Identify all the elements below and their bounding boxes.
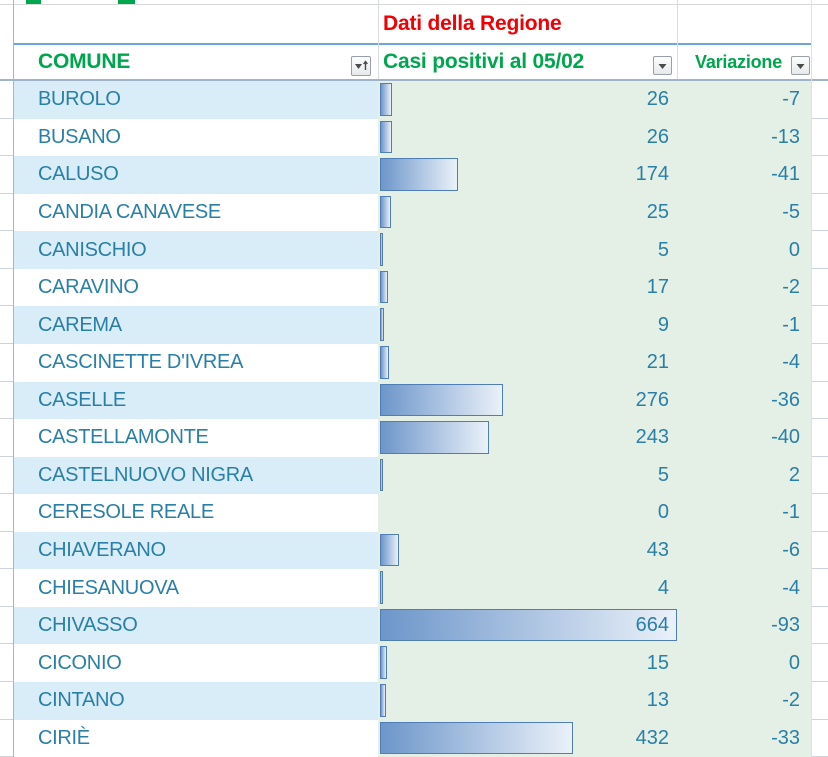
casi-value: 4	[657, 576, 669, 599]
right-gutter-cell	[811, 231, 828, 269]
data-bar	[380, 83, 392, 116]
empty-title-cell[interactable]	[13, 5, 378, 43]
filter-dropdown-icon	[795, 62, 806, 70]
variazione-cell[interactable]	[677, 457, 811, 495]
data-bar	[380, 571, 383, 604]
variazione-cell[interactable]	[677, 156, 811, 194]
variazione-value: -4	[782, 576, 800, 599]
comune-label: CALUSO	[38, 163, 119, 186]
comune-label: CANISCHIO	[38, 238, 147, 261]
data-bar	[380, 722, 573, 755]
variazione-value: 2	[788, 463, 800, 486]
left-gutter-cell	[0, 194, 13, 232]
left-gutter-cell	[0, 607, 13, 645]
casi-value: 21	[646, 351, 669, 374]
comune-cell[interactable]	[13, 382, 378, 420]
table-row	[0, 419, 828, 457]
comune-cell[interactable]	[13, 569, 378, 607]
gridline	[378, 0, 379, 79]
casi-cell[interactable]	[378, 344, 677, 382]
region-title-row	[0, 5, 828, 43]
variazione-filter-button[interactable]	[791, 56, 810, 75]
casi-header-label: Casi positivi al 05/02	[383, 50, 585, 73]
cropped-text-mark	[118, 0, 135, 4]
right-gutter-cell	[811, 382, 828, 420]
variazione-value: -7	[782, 88, 800, 111]
table-header-row	[0, 45, 828, 79]
casi-cell[interactable]	[378, 81, 677, 119]
table-row	[0, 644, 828, 682]
casi-value: 0	[657, 501, 669, 524]
variazione-value: -1	[782, 501, 800, 524]
casi-cell[interactable]	[378, 306, 677, 344]
comune-label: CINTANO	[38, 689, 125, 712]
filter-sort-icon	[355, 60, 368, 72]
right-gutter-cell	[811, 45, 828, 79]
variazione-value: 0	[788, 651, 800, 674]
comune-label: CASCINETTE D'IVREA	[38, 351, 244, 374]
left-gutter-cell	[0, 119, 13, 157]
variazione-value: -40	[771, 426, 800, 449]
left-gutter-cell	[0, 682, 13, 720]
comune-cell[interactable]	[13, 457, 378, 495]
right-gutter-cell	[811, 644, 828, 682]
variazione-header-label: Variazione	[695, 51, 783, 72]
variazione-cell[interactable]	[677, 682, 811, 720]
casi-value: 26	[646, 125, 669, 148]
right-gutter-cell	[811, 419, 828, 457]
variazione-cell[interactable]	[677, 720, 811, 757]
data-bar	[380, 121, 392, 154]
left-gutter-cell	[0, 5, 13, 43]
comune-label: BUROLO	[38, 88, 121, 111]
comune-cell[interactable]	[13, 494, 378, 532]
casi-value: 43	[646, 539, 669, 562]
casi-value: 26	[646, 88, 669, 111]
variazione-value: -5	[782, 200, 800, 223]
filter-dropdown-icon	[657, 62, 668, 70]
region-title: Dati della Regione	[383, 12, 562, 35]
variazione-value: -2	[782, 689, 800, 712]
variazione-value: -6	[782, 539, 800, 562]
right-gutter-cell	[811, 5, 828, 43]
gridline	[677, 0, 678, 79]
left-gutter-cell	[0, 306, 13, 344]
casi-value: 276	[635, 388, 669, 411]
table-body	[0, 81, 828, 757]
left-gutter-cell	[0, 494, 13, 532]
comune-cell[interactable]	[13, 194, 378, 232]
variazione-value: -4	[782, 351, 800, 374]
casi-value: 243	[635, 426, 669, 449]
variazione-value: -13	[771, 125, 800, 148]
comune-label: CHIESANUOVA	[38, 576, 179, 599]
variazione-cell[interactable]	[677, 231, 811, 269]
left-gutter-cell	[0, 644, 13, 682]
variazione-cell[interactable]	[677, 269, 811, 307]
casi-value: 174	[635, 163, 669, 186]
variazione-value: -2	[782, 276, 800, 299]
variazione-value: 0	[788, 238, 800, 261]
comune-label: CASELLE	[38, 388, 126, 411]
casi-column-header[interactable]	[378, 45, 677, 79]
right-gutter-cell	[811, 607, 828, 645]
casi-filter-button[interactable]	[653, 56, 672, 75]
right-gutter-cell	[811, 306, 828, 344]
left-gutter-cell	[0, 382, 13, 420]
comune-label: CAREMA	[38, 313, 122, 336]
comune-label: CANDIA CANAVESE	[38, 200, 221, 223]
variazione-cell[interactable]	[677, 419, 811, 457]
data-bar	[380, 684, 386, 717]
variazione-cell[interactable]	[677, 494, 811, 532]
comune-cell[interactable]	[13, 532, 378, 570]
comune-label: CERESOLE REALE	[38, 501, 214, 524]
right-gutter-cell	[811, 156, 828, 194]
right-gutter-cell	[811, 532, 828, 570]
data-bar	[380, 534, 399, 567]
comune-cell[interactable]	[13, 269, 378, 307]
variazione-value: -41	[771, 163, 800, 186]
comune-cell[interactable]	[13, 231, 378, 269]
empty-title-cell[interactable]	[677, 5, 811, 43]
variazione-value: -1	[782, 313, 800, 336]
variazione-cell[interactable]	[677, 119, 811, 157]
casi-cell[interactable]	[378, 569, 677, 607]
comune-cell[interactable]	[13, 344, 378, 382]
left-gutter-cell	[0, 269, 13, 307]
right-gutter-cell	[811, 269, 828, 307]
data-bar	[380, 271, 388, 304]
comune-cell[interactable]	[13, 119, 378, 157]
right-gutter-cell	[811, 494, 828, 532]
right-gutter-cell	[811, 344, 828, 382]
casi-value: 432	[635, 726, 669, 749]
table-row	[0, 720, 828, 757]
comune-cell[interactable]	[13, 644, 378, 682]
comune-cell[interactable]	[13, 306, 378, 344]
table-row	[0, 231, 828, 269]
table-row	[0, 682, 828, 720]
comune-cell[interactable]	[13, 682, 378, 720]
comune-label: BUSANO	[38, 125, 121, 148]
casi-cell[interactable]	[378, 419, 677, 457]
variazione-cell[interactable]	[677, 532, 811, 570]
table-row	[0, 306, 828, 344]
comune-cell[interactable]	[13, 720, 378, 757]
right-gutter-cell	[811, 720, 828, 757]
table-row	[0, 81, 828, 119]
left-gutter-cell	[0, 344, 13, 382]
comune-label: CHIVASSO	[38, 614, 138, 637]
casi-cell[interactable]	[378, 269, 677, 307]
right-gutter-cell	[811, 119, 828, 157]
variazione-value: -33	[771, 726, 800, 749]
left-gutter-cell	[0, 419, 13, 457]
left-gutter-cell	[0, 231, 13, 269]
variazione-cell[interactable]	[677, 607, 811, 645]
casi-value: 9	[657, 313, 669, 336]
right-gutter-cell	[811, 457, 828, 495]
data-bar	[380, 384, 503, 417]
casi-cell[interactable]	[378, 457, 677, 495]
data-bar	[380, 308, 384, 341]
table-row	[0, 569, 828, 607]
casi-cell[interactable]	[378, 720, 677, 757]
table-row	[0, 532, 828, 570]
data-bar	[380, 158, 458, 191]
variazione-value: -36	[771, 388, 800, 411]
left-gutter-cell	[0, 532, 13, 570]
variazione-cell[interactable]	[677, 644, 811, 682]
casi-cell[interactable]	[378, 382, 677, 420]
left-gutter-cell	[0, 720, 13, 757]
casi-cell[interactable]	[378, 119, 677, 157]
comune-label: CASTELNUOVO NIGRA	[38, 463, 253, 486]
casi-cell[interactable]	[378, 682, 677, 720]
gridline	[13, 0, 14, 757]
casi-value: 13	[646, 689, 669, 712]
left-gutter-cell	[0, 81, 13, 119]
data-bar	[380, 459, 383, 492]
variazione-cell[interactable]	[677, 81, 811, 119]
variazione-value: -93	[771, 614, 800, 637]
table-row	[0, 607, 828, 645]
table-row	[0, 156, 828, 194]
data-bar	[380, 646, 387, 679]
variazione-cell[interactable]	[677, 194, 811, 232]
comune-label: CICONIO	[38, 651, 122, 674]
casi-value: 25	[646, 200, 669, 223]
variazione-cell[interactable]	[677, 306, 811, 344]
comune-cell[interactable]	[13, 607, 378, 645]
table-row	[0, 194, 828, 232]
table-row	[0, 119, 828, 157]
left-gutter-cell	[0, 156, 13, 194]
right-gutter-cell	[811, 569, 828, 607]
right-gutter-cell	[811, 81, 828, 119]
comune-cell[interactable]	[13, 419, 378, 457]
casi-value: 15	[646, 651, 669, 674]
comune-cell[interactable]	[13, 156, 378, 194]
right-gutter-cell	[811, 194, 828, 232]
variazione-cell[interactable]	[677, 569, 811, 607]
casi-cell[interactable]	[378, 194, 677, 232]
table-row	[0, 457, 828, 495]
comune-filter-button[interactable]	[351, 56, 371, 76]
casi-value: 5	[657, 238, 669, 261]
comune-label: CIRIÈ	[38, 726, 90, 749]
variazione-column-header[interactable]	[677, 45, 811, 79]
casi-cell[interactable]	[378, 644, 677, 682]
casi-value: 664	[635, 614, 669, 637]
casi-cell[interactable]	[378, 607, 677, 645]
data-bar	[380, 196, 391, 229]
left-gutter-cell	[0, 45, 13, 79]
left-gutter-cell	[0, 457, 13, 495]
casi-value: 17	[646, 276, 669, 299]
comune-column-header[interactable]	[13, 45, 378, 79]
data-bar	[380, 346, 389, 379]
casi-cell[interactable]	[378, 532, 677, 570]
region-title-cell[interactable]	[378, 5, 677, 43]
casi-value: 5	[657, 463, 669, 486]
variazione-cell[interactable]	[677, 344, 811, 382]
right-gutter-cell	[811, 682, 828, 720]
gridline	[811, 0, 812, 757]
comune-label: CARAVINO	[38, 276, 139, 299]
data-bar	[380, 421, 489, 454]
comune-label: CASTELLAMONTE	[38, 426, 209, 449]
table-row	[0, 344, 828, 382]
comune-label: CHIAVERANO	[38, 539, 166, 562]
comune-cell[interactable]	[13, 81, 378, 119]
table-row	[0, 269, 828, 307]
data-bar	[380, 609, 677, 642]
table-row	[0, 382, 828, 420]
data-bar	[380, 233, 383, 266]
casi-cell[interactable]	[378, 156, 677, 194]
left-gutter-cell	[0, 569, 13, 607]
table-row	[0, 494, 828, 532]
variazione-cell[interactable]	[677, 382, 811, 420]
casi-cell[interactable]	[378, 231, 677, 269]
casi-cell[interactable]	[378, 494, 677, 532]
comune-header-label: COMUNE	[38, 50, 131, 73]
cropped-text-mark	[26, 0, 41, 4]
